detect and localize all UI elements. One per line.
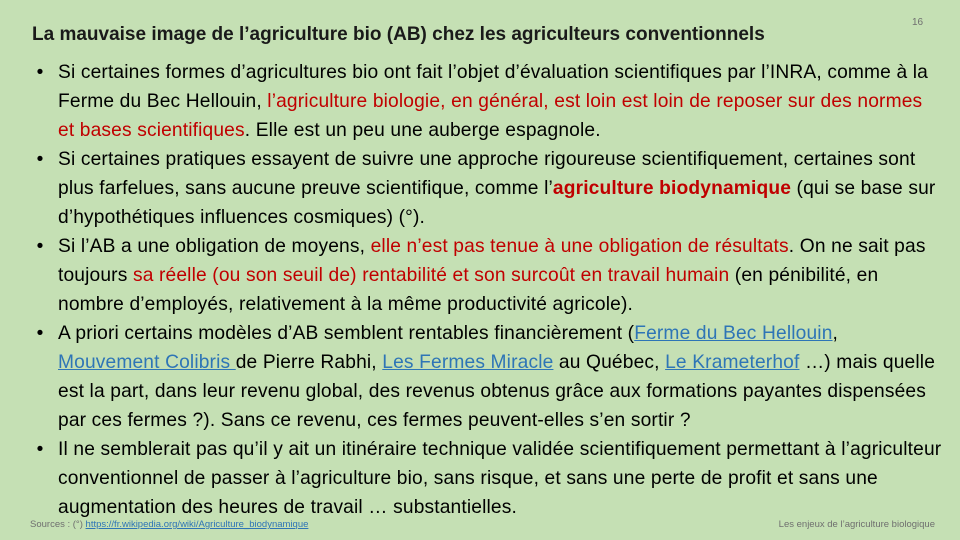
bullet-text: au Québec, xyxy=(553,352,666,373)
bullet-text: (qui se base sur d’hypothétiques influences cosmiques) (°). xyxy=(58,178,936,228)
bullet-text: . On ne sait pas toujours xyxy=(58,236,926,286)
reference-link[interactable]: Les Fermes Miracle xyxy=(382,352,554,373)
highlighted-text: elle n’est pas tenue à une obligation de résultats xyxy=(370,236,789,257)
bullet-dot-icon: • xyxy=(36,323,44,344)
highlighted-text: l’agriculture biologie, en général, est loin est loin de reposer sur des normes et bases scientifiques xyxy=(58,91,923,141)
bullet-dot-icon: • xyxy=(36,62,44,83)
bullet-dot-icon: • xyxy=(36,439,44,460)
sources-label: Sources : (°) xyxy=(30,519,86,530)
bullet-item xyxy=(30,58,942,145)
bullet-item xyxy=(30,145,942,232)
reference-link[interactable]: Le Krameterhof xyxy=(665,352,800,373)
sources-note xyxy=(30,519,308,530)
bullet-text: Si certaines pratiques essayent de suivre une approche rigoureuse scientifiquement, certaines sont plus farfelues, sans aucune preuve scientifique, comme l’ xyxy=(58,149,916,199)
bullet-text: Si l’AB a une obligation de moyens, xyxy=(58,236,371,257)
bullet-text: (en pénibilité, en nombre d’employés, relativement à la même productivité agricole). xyxy=(58,265,879,315)
bullet-text: de Pierre Rabhi, xyxy=(235,352,383,373)
bullet-item xyxy=(30,232,942,319)
bullet-text: , xyxy=(832,323,839,344)
bullet-text: Il ne semblerait pas qu’il y ait un itinéraire technique validée scientifiquement permettant à l’agriculteur conventionnel de passer à l’agriculture bio, sans risque, et sans une perte de profit et sans une augmentation des heures de travail … substantielles. xyxy=(58,439,942,518)
bullet-text: Si certaines formes d’agricultures bio ont fait l’objet d’évaluation scientifiques par l’INRA, comme à la Ferme du Bec Hellouin, xyxy=(58,62,928,112)
bullet-dot-icon: • xyxy=(36,236,44,257)
highlighted-text: sa réelle (ou son seuil de) rentabilité et son surcoût en travail humain xyxy=(132,265,730,286)
slide-title: La mauvaise image de l’agriculture bio (AB) chez les agriculteurs conventionnels xyxy=(32,24,765,45)
bullet-text: …) mais quelle est la part, dans leur revenu global, des revenus obtenus grâce aux formations payantes dispensées par ces fermes ?). Sans ce revenu, ces fermes peuvent-elles s’en sortir ? xyxy=(58,352,936,431)
bullet-list xyxy=(30,58,942,522)
footer-caption: Les enjeux de l’agriculture biologique xyxy=(778,519,935,530)
bullet-text: . Elle est un peu une auberge espagnole. xyxy=(244,120,601,141)
slide-number: 16 xyxy=(912,17,924,28)
bullet-item xyxy=(30,319,942,435)
sources-link[interactable]: https://fr.wikipedia.org/wiki/Agriculture_biodynamique xyxy=(85,519,309,530)
bullet-text: A priori certains modèles d’AB semblent rentables financièrement ( xyxy=(58,323,635,344)
highlighted-term: agriculture biodynamique xyxy=(552,178,792,199)
bullet-item xyxy=(30,435,942,522)
bullet-dot-icon: • xyxy=(36,149,44,170)
reference-link[interactable]: Mouvement Colibris xyxy=(58,352,236,373)
reference-link[interactable]: Ferme du Bec Hellouin xyxy=(634,323,833,344)
